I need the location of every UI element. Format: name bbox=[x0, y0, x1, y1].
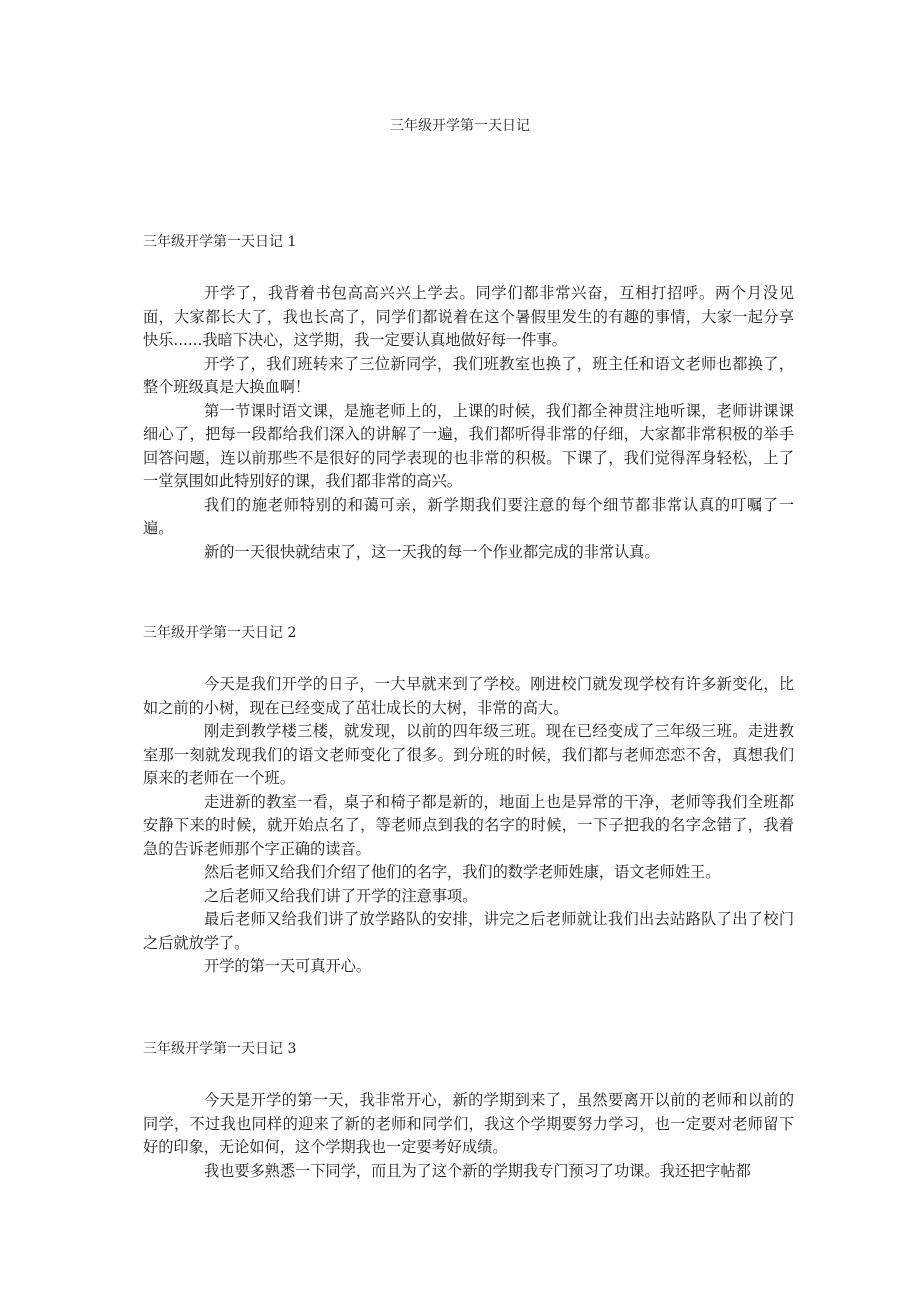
section-heading: 三年级开学第一天日记 1 bbox=[143, 234, 297, 250]
section-body bbox=[143, 282, 794, 564]
paragraph: 今天是我们开学的日子，一大早就来到了学校。刚进校门就发现学校有许多新变化，比如之前的小树，现在已经变成了茁壮成长的大树，非常的高大。 bbox=[143, 675, 794, 717]
paragraph: 开学的第一天可真开心。 bbox=[204, 957, 372, 975]
paragraph: 最后老师又给我们讲了放学路队的安排，讲完之后老师就让我们出去站路队了出了校门之后就放学了。 bbox=[143, 910, 794, 952]
paragraph: 我们的施老师特别的和蔼可亲，新学期我们要注意的每个细节都非常认真的叮嘱了一遍。 bbox=[143, 495, 794, 537]
paragraph: 今天是开学的第一天，我非常开心，新的学期到来了，虽然要离开以前的老师和以前的同学，不过我也同样的迎来了新的老师和同学们，我这个学期要努力学习，也一定要对老师留下好的印象，无论如何，这个学期我也一定要考好成绩。 bbox=[143, 1091, 794, 1156]
paragraph: 第一节课时语文课，是施老师上的，上课的时候，我们都全神贯注地听课，老师讲课课细心了，把每一段都给我们深入的讲解了一遍，我们都听得非常的仔细，大家都非常积极的举手回答问题，连以前那些不是很好的同学表现的也非常的积极。下课了，我们觉得浑身轻松，上了一堂氛围如此特别好的课，我们都非常的高兴。 bbox=[143, 401, 794, 490]
paragraph: 开学了，我们班转来了三位新同学，我们班教室也换了，班主任和语文老师也都换了，整个班级真是大换血啊！ bbox=[143, 354, 794, 396]
paragraph: 刚走到教学楼三楼，就发现，以前的四年级三班。现在已经变成了三年级三班。走进教室那一刻就发现我们的语文老师变化了很多。到分班的时候，我们都与老师恋恋不舍，真想我们原来的老师在一个班。 bbox=[143, 722, 794, 787]
document-title: 三年级开学第一天日记 bbox=[390, 118, 530, 134]
paragraph: 走进新的教室一看，桌子和椅子都是新的，地面上也是异常的干净，老师等我们全班都安静下来的时候，就开始点名了，等老师点到我的名字的时候，一下子把我的名字念错了，我着急的告诉老师那个字正确的读音。 bbox=[143, 792, 794, 858]
diary-section-1 bbox=[143, 232, 794, 564]
section-body bbox=[143, 1089, 794, 1183]
paragraph: 之后老师又给我们讲了开学的注意事项。 bbox=[204, 886, 478, 905]
section-heading: 三年级开学第一天日记 3 bbox=[143, 1041, 297, 1057]
section-heading: 三年级开学第一天日记 2 bbox=[143, 625, 297, 641]
paragraph: 然后老师又给我们介绍了他们的名字，我们的数学老师姓康，语文老师姓王。 bbox=[204, 863, 721, 881]
paragraph: 我也要多熟悉一下同学，而且为了这个新的学期我专门预习了功课。我还把字帖都 bbox=[204, 1161, 751, 1180]
section-body bbox=[143, 673, 794, 979]
paragraph: 开学了，我背着书包高高兴兴上学去。同学们都非常兴奋，互相打招呼。两个月没见面，大家都长大了，我也长高了，同学们都说着在这个暑假里发生的有趣的事情，大家一起分享快乐......我暗下决心，这学期，我一定要认真地做好每一件事。 bbox=[143, 284, 794, 349]
diary-section-3 bbox=[143, 1039, 794, 1183]
diary-section-2 bbox=[143, 623, 794, 979]
paragraph: 新的一天很快就结束了，这一天我的每一个作业都完成的非常认真。 bbox=[204, 542, 660, 561]
